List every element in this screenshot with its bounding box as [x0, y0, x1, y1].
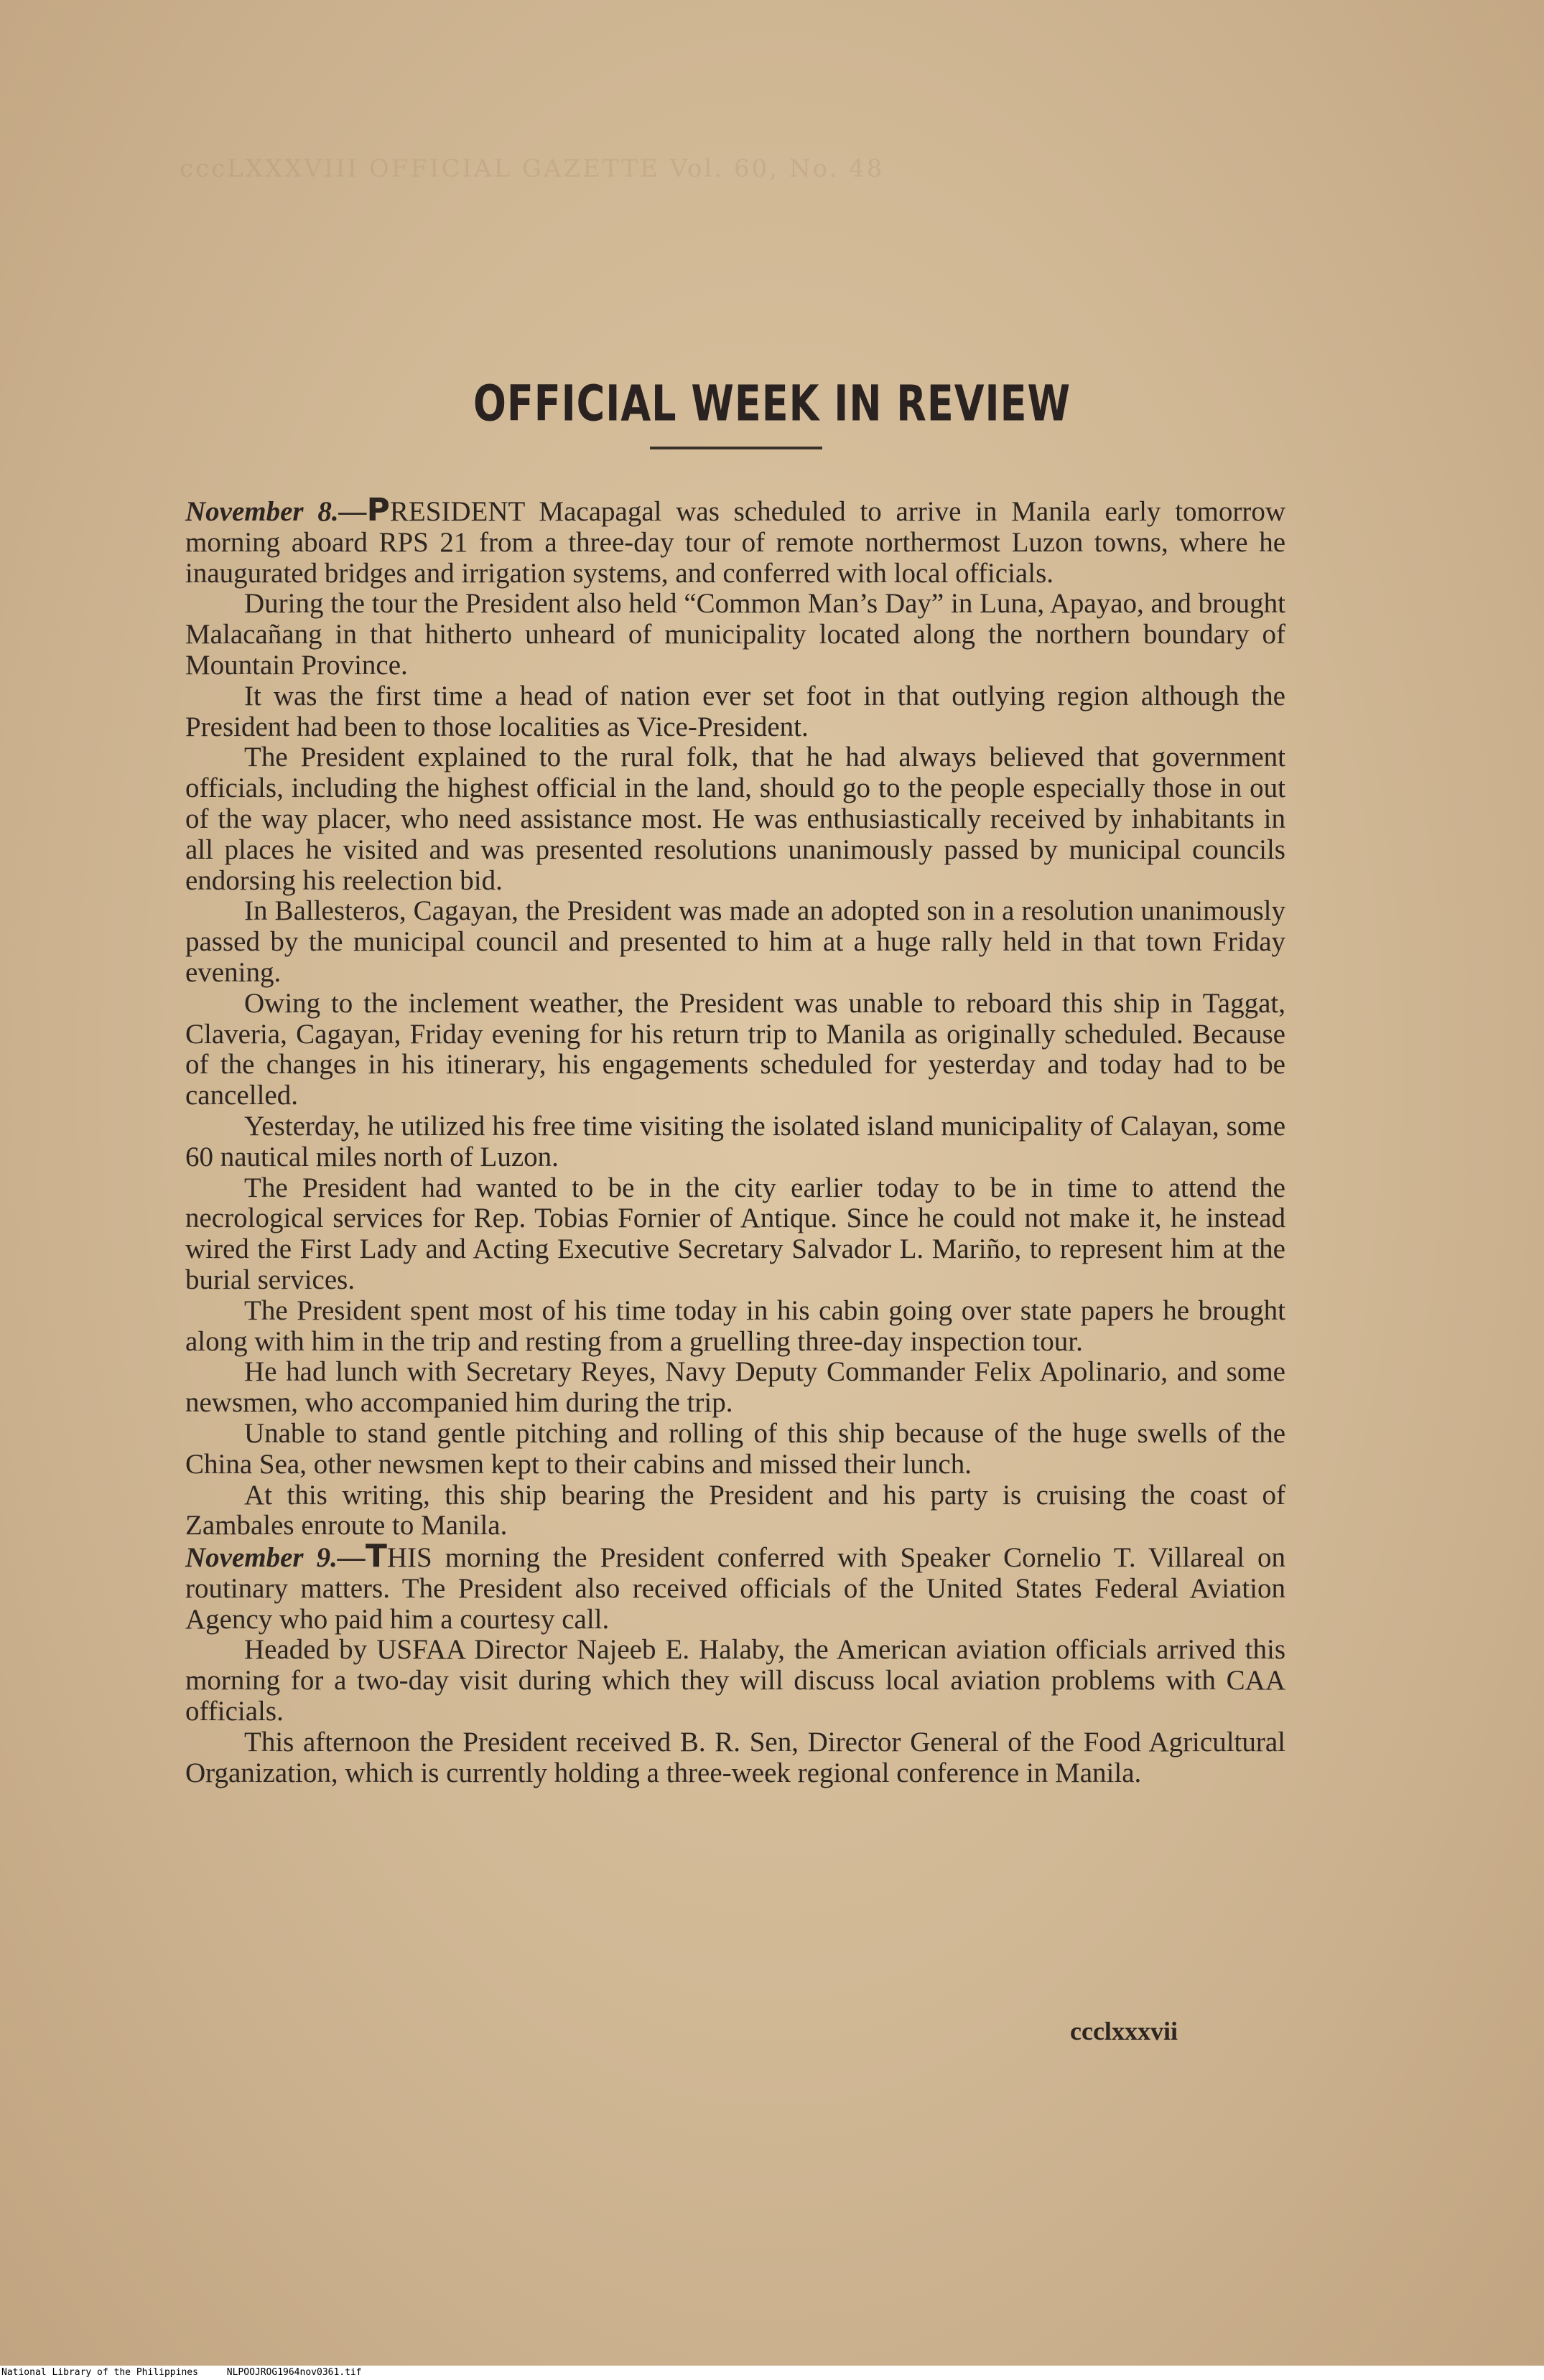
lead-caps: HIS — [386, 1542, 432, 1574]
article-body — [185, 492, 1286, 1788]
drop-cap: P — [366, 492, 390, 528]
paragraph: Unable to stand gentle pitching and rolling of this ship because of the huge swells of the China Sea, other newsmen kept to their cabins and missed their lunch. — [185, 1417, 1285, 1480]
scan-footer — [0, 2366, 1544, 2380]
footer-library: National Library of the Philippines — [1, 2367, 198, 2378]
paragraph: Yesterday, he utilized his free time visiting the isolated island municipality of Calayan, some 60 nautical miles north of Luzon. — [185, 1110, 1285, 1172]
paragraph: This afternoon the President received B. R. Sen, Director General of the Food Agricultural Organization, which is currently holding a three-week regional conference in Manila. — [185, 1726, 1285, 1788]
paragraph-text: Macapagal was scheduled to arrive in Manila early tomorrow morning aboard RPS 21 from a three-day tour of remote northermost Luzon towns, where he inaugurated bridges and irrigation systems, and conferred with local officials. — [185, 496, 1286, 589]
page-number: ccclxxxvii — [1070, 2017, 1178, 2045]
paragraph: It was the first time a head of nation ever set foot in that outlying region although the President had been to those localities as Vice-President. — [185, 680, 1285, 742]
footer-filename: NLPOOJROG1964nov0361.tif — [226, 2367, 362, 2378]
lead-caps: RESIDENT — [389, 496, 525, 527]
drop-cap: T — [365, 1538, 387, 1575]
paragraph: In Ballesteros, Cagayan, the President was made an adopted son in a resolution unanimously passed by the municipal council and presented to him at a huge rally held in that town Friday evening. — [185, 895, 1285, 988]
entry-date: November 8.— — [185, 496, 367, 527]
entry-paragraph — [185, 492, 1286, 589]
paragraph: The President had wanted to be in the city earlier today to be in time to attend the necrological services for Rep. Tobias Fornier of Antique. Since he could not make it, he instead wired the First Lady and Acting Executive Secretary Salvador L. Mariño, to represent him at the burial services. — [185, 1172, 1285, 1295]
entry-paragraph — [185, 1538, 1285, 1635]
title-rule — [650, 447, 822, 449]
paragraph: The President spent most of his time today in his cabin going over state papers he brought along with him in the trip and resting from a gruelling three-day inspection tour. — [185, 1294, 1285, 1357]
paragraph: He had lunch with Secretary Reyes, Navy Deputy Commander Felix Apolinario, and some newsmen, who accompanied him during the trip. — [185, 1356, 1285, 1419]
bleed-through-running-head: cccLXXXVIII OFFICIAL GAZETTE Vol. 60, No. 48 — [180, 154, 885, 183]
paragraph: During the tour the President also held “Common Man’s Day” in Luna, Apayao, and brought Malacañang in that hitherto unheard of municipality located along the northern boundary of Mountain Province. — [185, 588, 1285, 681]
paragraph: At this writing, this ship bearing the President and his party is cruising the coast of Zambales enroute to Manila. — [185, 1479, 1285, 1541]
page-title: OFFICIAL WEEK IN REVIEW — [473, 375, 1071, 433]
paragraph: Headed by USFAA Director Najeeb E. Halaby, the American aviation officials arrived this morning for a two-day visit during which they will discuss local aviation problems with CAA officials. — [185, 1634, 1285, 1727]
paragraph-text: morning the President conferred with Speaker Cornelio T. Villareal on routinary matters. The President also received officials of the United States Federal Aviation Agency who paid him a courtesy call. — [185, 1542, 1285, 1635]
paragraph: Owing to the inclement weather, the President was unable to reboard this ship in Taggat, Claveria, Cagayan, Friday evening for his return trip to Manila as originally scheduled. Because of the changes in his itinerary, his engagements scheduled for yesterday and today had to be cancelled. — [185, 987, 1285, 1111]
paragraph: The President explained to the rural folk, that he had always believed that government officials, including the highest official in the land, should go to the people especially those in out of the way placer, who need assistance most. He was enthusiastically received by inhabitants in all places he visited and was presented resolutions unanimously passed by municipal councils endorsing his reelection bid. — [185, 742, 1285, 896]
entry-date: November 9.— — [185, 1542, 366, 1574]
